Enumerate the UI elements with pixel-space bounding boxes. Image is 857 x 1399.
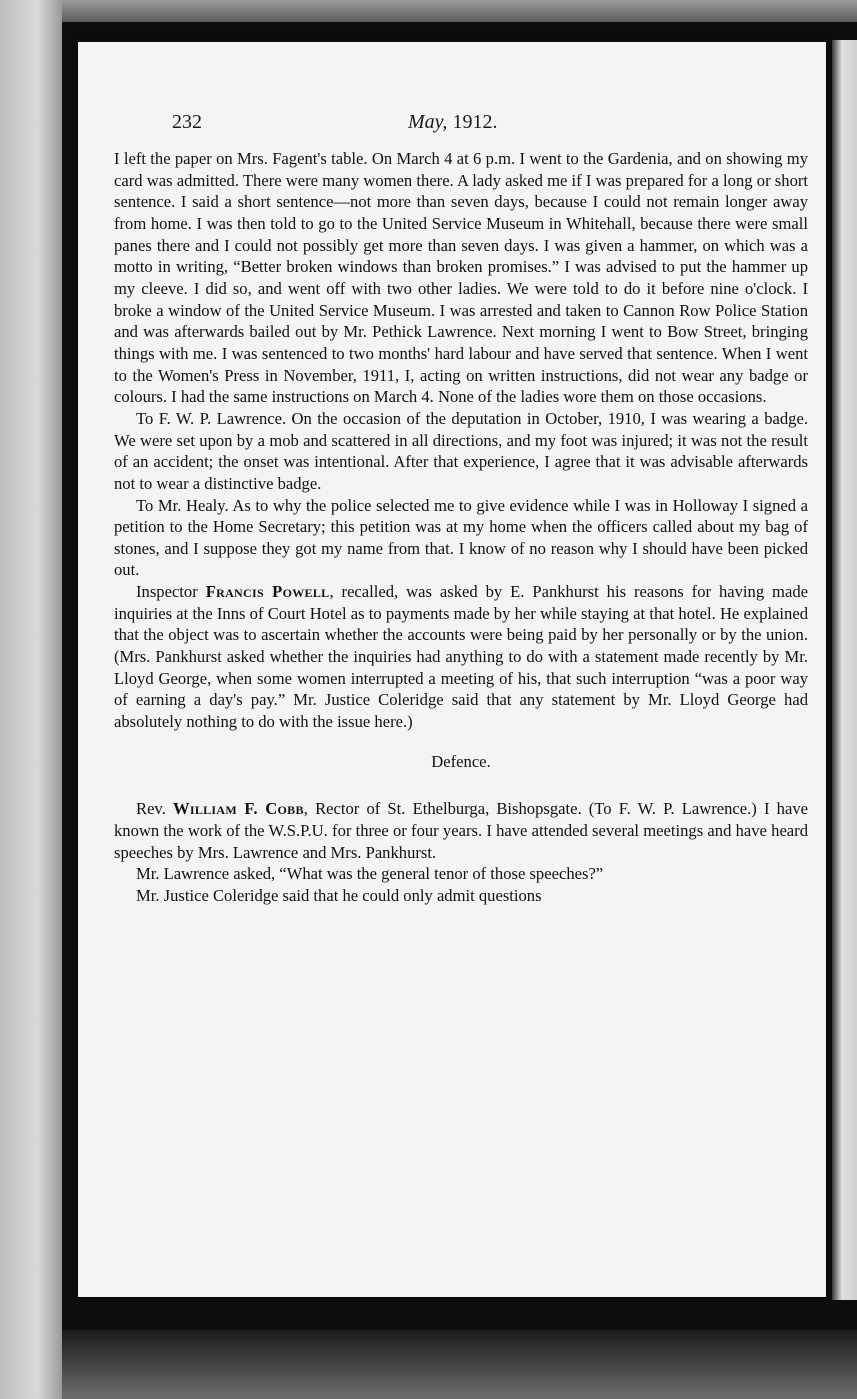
book-page	[78, 42, 826, 1297]
section-heading-defence: Defence.	[431, 751, 491, 771]
running-head-year: 1912.	[452, 111, 498, 133]
paragraph-testimony: I left the paper on Mrs. Fagent's table. On March 4 at 6 p.m. I went to the Gardenia, and on showing my card was admitted. There were many women there. A lady asked me if I was prepared for a long or short sentence. I said a short sentence—not more than seven days, because I could not remain longer away from home. I was then told to go to the United Service Museum in Whitehall, because there were small panes there and I could not possibly get more than seven days. I was given a hammer, on which was a motto in writing, “Better broken windows than broken promises.” I was advised to put the hammer up my cleeve. I did so, and went off with two other ladies. We were told to do it before nine o'clock. I broke a window of the United Service Museum. I was arrested and taken to Cannon Row Police Station and was afterwards bailed out by Mr. Pethick Lawrence. Next morning I went to Bow Street, bringing things with me. I was sentenced to two months' hard labour and have served that sentence. When I went to the Women's Press in November, 1911, I, acting on written instructions, did not wear any badge or colours. I had the same instructions on March 4. None of the ladies wore them on those occasions.	[114, 149, 808, 407]
cobb-text: , Rector of St. Ethelburga, Bishopsgate. (To F. W. P. Lawrence.) I have known the work of the W.S.P.U. for three or four years. I have attended several meetings and have heard speeches by Mrs. Lawrence and Mrs. Pankhurst.	[114, 799, 808, 862]
paragraph-to-lawrence: To F. W. P. Lawrence. On the occasion of the deputation in October, 1910, I was wearing a badge. We were set upon by a mob and scattered in all directions, and my foot was injured; it was not the result of an accident; the onset was intentional. After that experience, I agree that it was advisable afterwards not to wear a distinctive badge.	[114, 408, 808, 493]
running-head-month: May,	[408, 111, 448, 133]
powell-prefix: Inspector	[136, 582, 206, 602]
top-scan-edge	[62, 0, 857, 22]
page-header	[172, 111, 732, 141]
powell-text: , recalled, was asked by E. Pankhurst his reasons for having made inquiries at the Inns of Court Hotel as to payments made by her while staying at that hotel. He explained that the object was to ascertain whether the accounts were being paid by her personally or by the union. (Mrs. Pankhurst asked whether the inquiries had anything to do with a statement made recently by Mr. Lloyd George, when some women interrupted a meeting of his, that such interruption “was a poor way of earning a day's pay.” Mr. Justice Coleridge said that any statement by Mr. Lloyd George had absolutely nothing to do with the issue here.)	[114, 582, 808, 732]
paragraph-coleridge: Mr. Justice Coleridge said that he could only admit questions	[136, 886, 542, 905]
paragraph-to-healy: To Mr. Healy. As to why the police selected me to give evidence while I was in Holloway I signed a petition to the Home Secretary; this petition was at my home when the officers called about my bag of stones, and I suppose they got my name from that. I know of no reason why I should have been picked out.	[114, 495, 808, 580]
page-body	[114, 148, 808, 907]
powell-name: Francis Powell	[205, 582, 330, 602]
cobb-name: William F. Cobb	[172, 799, 304, 819]
bottom-scan-edge	[62, 1330, 857, 1399]
paragraph-cobb	[114, 798, 808, 863]
page-number: 232	[172, 111, 202, 133]
paragraph-powell	[114, 581, 808, 733]
cobb-prefix: Rev.	[136, 799, 173, 819]
left-scan-margin	[0, 0, 62, 1399]
facing-page-edge	[832, 40, 857, 1300]
paragraph-lawrence-question: Mr. Lawrence asked, “What was the general tenor of those speeches?”	[136, 864, 604, 884]
running-head	[408, 111, 497, 134]
